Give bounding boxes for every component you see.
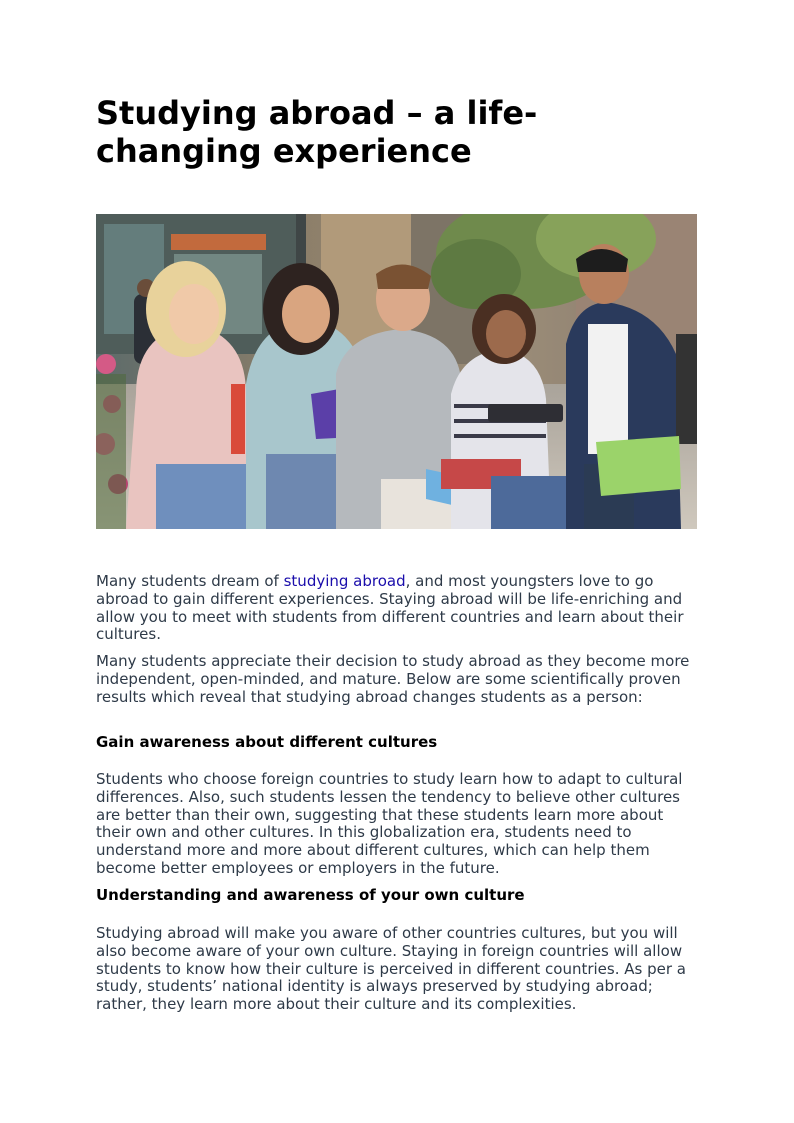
section-text-cultures: Students who choose foreign countries to study learn how to adapt to cultural differences. Also, such students lessen the tendency to believe other cultures are better than their own, suggesting that these students learn more about their own and other cultures. In this globalization era, students need to understand more and more about different cultures, which can help them become better employees or employers in the future. [96, 770, 683, 877]
section-heading-cultures: Gain awareness about different cultures [96, 733, 438, 751]
section-text-own-culture: Studying abroad will make you aware of other countries cultures, but you will also become aware of your own culture. Staying in foreign countries will allow students to know how their culture is perceived in different countries. As per a study, students’ national identity is always preserved by studying abroad; rather, they learn more about their culture and its complexities. [96, 924, 686, 1014]
hero-illustration [96, 214, 697, 529]
page-title: Studying abroad – a life-changing experience [96, 94, 538, 170]
intro-text-before-link: Many students dream of [96, 572, 284, 590]
section-heading-own-culture: Understanding and awareness of your own culture [96, 886, 525, 904]
second-paragraph: Many students appreciate their decision to study abroad as they become more independent, open-minded, and mature. Below are some scientifically proven results which reveal that studying abroad changes students as a person: [96, 652, 690, 706]
intro-text-after-link: , and most youngsters love to go abroad to gain different experiences. Staying abroad will be life-enriching and allow you to meet with students from different countries and learn about their cultures. [96, 572, 684, 644]
hero-image [96, 214, 697, 529]
intro-paragraph [96, 573, 698, 644]
studying-abroad-link[interactable]: studying abroad [283, 572, 406, 590]
